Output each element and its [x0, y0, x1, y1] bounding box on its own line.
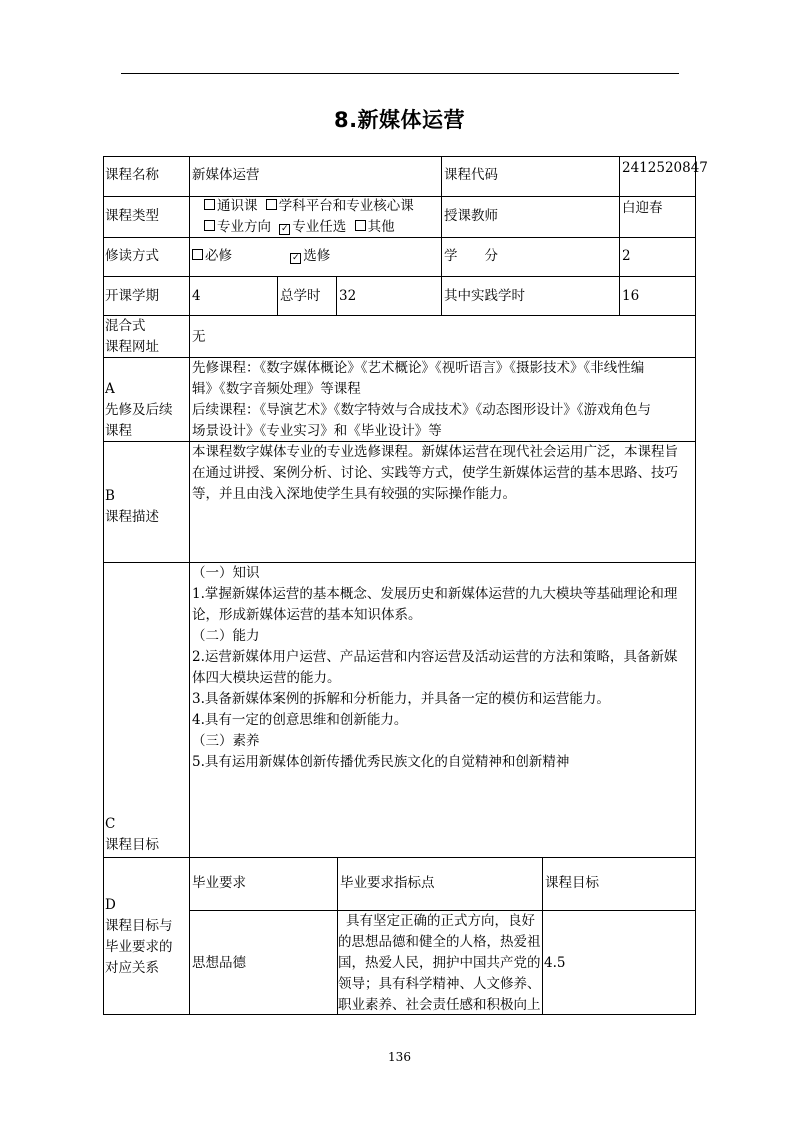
text-line: 4.具有一定的创意思维和创新能力。	[192, 712, 408, 728]
label-description	[105, 486, 159, 528]
label-study-mode: 修读方式	[105, 248, 159, 264]
course-type-line2	[204, 217, 414, 238]
page-number: 136	[388, 1050, 411, 1064]
value-course-goals	[192, 563, 677, 773]
label-credit: 学 分	[444, 248, 498, 264]
label-line: C	[105, 816, 116, 832]
text-line: 职业素养、社会责任感和积极向上	[338, 997, 541, 1013]
label-line: 对应关系	[105, 960, 159, 976]
option-optional: 选修	[303, 248, 331, 264]
label-line: 先修及后续	[105, 402, 173, 418]
text-line: 的思想品德和健全的人格，热爱祖	[338, 934, 541, 950]
header-req-indicator: 毕业要求指标点	[340, 875, 435, 891]
text-line: 5.具有运用新媒体创新传播优秀民族文化的自觉精神和创新精神	[192, 754, 570, 770]
text-line: 等，并且由浅入深地使学生具有较强的实际操作能力。	[192, 486, 516, 502]
label-line: D	[105, 897, 116, 913]
label-line: A	[105, 381, 115, 397]
text-line: 2.运营新媒体用户运营、产品运营和内容运营及活动运营的方法和策略，具备新媒	[192, 649, 678, 665]
course-type-options	[204, 196, 414, 238]
option-required: 必修	[205, 248, 232, 264]
label-line: 混合式	[105, 318, 146, 334]
text-line: （一）知识	[192, 565, 260, 581]
value-course-code: 2412520847	[622, 160, 708, 176]
text-line: 论，形成新媒体运营的基本知识体系。	[192, 607, 422, 623]
label-line: 课程	[105, 423, 132, 439]
value-credit: 2	[622, 248, 631, 264]
text-line: 体四大模块运营的能力。	[192, 670, 341, 686]
label-term: 开课学期	[105, 288, 159, 304]
checkbox-unchecked-icon	[355, 220, 366, 231]
label-goal-mapping	[105, 895, 173, 979]
checkbox-checked-icon: ✓	[281, 224, 289, 234]
value-req-indicator	[338, 911, 541, 1016]
text-line: 场景设计》《专业实习》和《毕业设计》等	[192, 423, 442, 439]
label-line: 课程网址	[105, 339, 159, 355]
value-course-goal: 4.5	[544, 955, 566, 971]
text-line: 领导；具有科学精神、人文修养、	[338, 976, 541, 992]
text-line: 国，热爱人民，拥护中国共产党的	[338, 955, 541, 971]
page-title: 8.新媒体运营	[333, 108, 466, 132]
label-practice-hours: 其中实践学时	[444, 288, 525, 304]
text-line: 本课程数字媒体专业的专业选修课程。新媒体运营在现代社会运用广泛，本课程旨	[192, 444, 678, 460]
text-line: 后续课程：《导演艺术》《数字特效与合成技术》《动态图形设计》《游戏角色与	[192, 402, 651, 418]
value-graduation-req: 思想品德	[192, 955, 246, 971]
checkbox-unchecked-icon	[204, 199, 215, 210]
text-line: 具有坚定正确的正式方向，良好	[346, 913, 535, 929]
label-line: B	[105, 488, 115, 504]
label-line: 课程目标	[105, 837, 159, 853]
checkbox-unchecked-icon	[192, 249, 203, 260]
value-practice-hours: 16	[622, 288, 640, 304]
label-line: 课程描述	[105, 509, 159, 525]
header-rule	[121, 73, 679, 74]
checkbox-unchecked-icon	[266, 199, 277, 210]
label-line: 毕业要求的	[105, 939, 173, 955]
label-course-code: 课程代码	[444, 167, 498, 183]
header-course-goal: 课程目标	[545, 875, 599, 891]
text-line: 先修课程：《数字媒体概论》《艺术概论》《视听语言》《摄影技术》《非线性编	[192, 360, 645, 376]
option-direction: 专业方向	[217, 219, 271, 235]
value-description	[192, 442, 678, 505]
label-total-hours: 总学时	[280, 288, 321, 304]
text-line: 辑》《数字音频处理》等课程	[192, 381, 361, 397]
checkbox-checked-icon: ✓	[292, 253, 300, 263]
text-line: 在通过讲授、案例分析、讨论、实践等方式，使学生新媒体运营的基本思路、技巧	[192, 465, 678, 481]
text-line: （三）素养	[192, 733, 260, 749]
value-total-hours: 32	[339, 288, 357, 304]
label-course-type: 课程类型	[105, 208, 159, 224]
option-elective: 专业任选	[292, 219, 347, 235]
label-course-name: 课程名称	[105, 167, 159, 183]
label-prerequisites	[105, 379, 173, 442]
study-mode-options	[192, 246, 330, 267]
label-teacher: 授课教师	[444, 208, 498, 224]
text-line: 1.掌握新媒体运营的基本概念、发展历史和新媒体运营的九大模块等基础理论和理	[192, 586, 678, 602]
option-general: 通识课	[217, 198, 258, 214]
value-teacher: 白迎春	[622, 200, 663, 216]
option-core: 学科平台和专业核心课	[278, 198, 414, 214]
value-prerequisites	[192, 358, 651, 442]
value-course-name: 新媒体运营	[192, 167, 260, 183]
label-course-url	[105, 316, 159, 358]
option-other: 其他	[367, 219, 395, 235]
text-line: （二）能力	[192, 628, 260, 644]
text-line: 3.具备新媒体案例的拆解和分析能力，并具备一定的模仿和运营能力。	[192, 691, 610, 707]
header-graduation-req: 毕业要求	[192, 875, 246, 891]
course-type-line1	[204, 196, 414, 217]
label-course-goals	[105, 814, 159, 856]
value-course-url: 无	[192, 329, 206, 345]
label-line: 课程目标与	[105, 918, 173, 934]
checkbox-unchecked-icon	[204, 220, 215, 231]
value-term: 4	[192, 288, 201, 304]
